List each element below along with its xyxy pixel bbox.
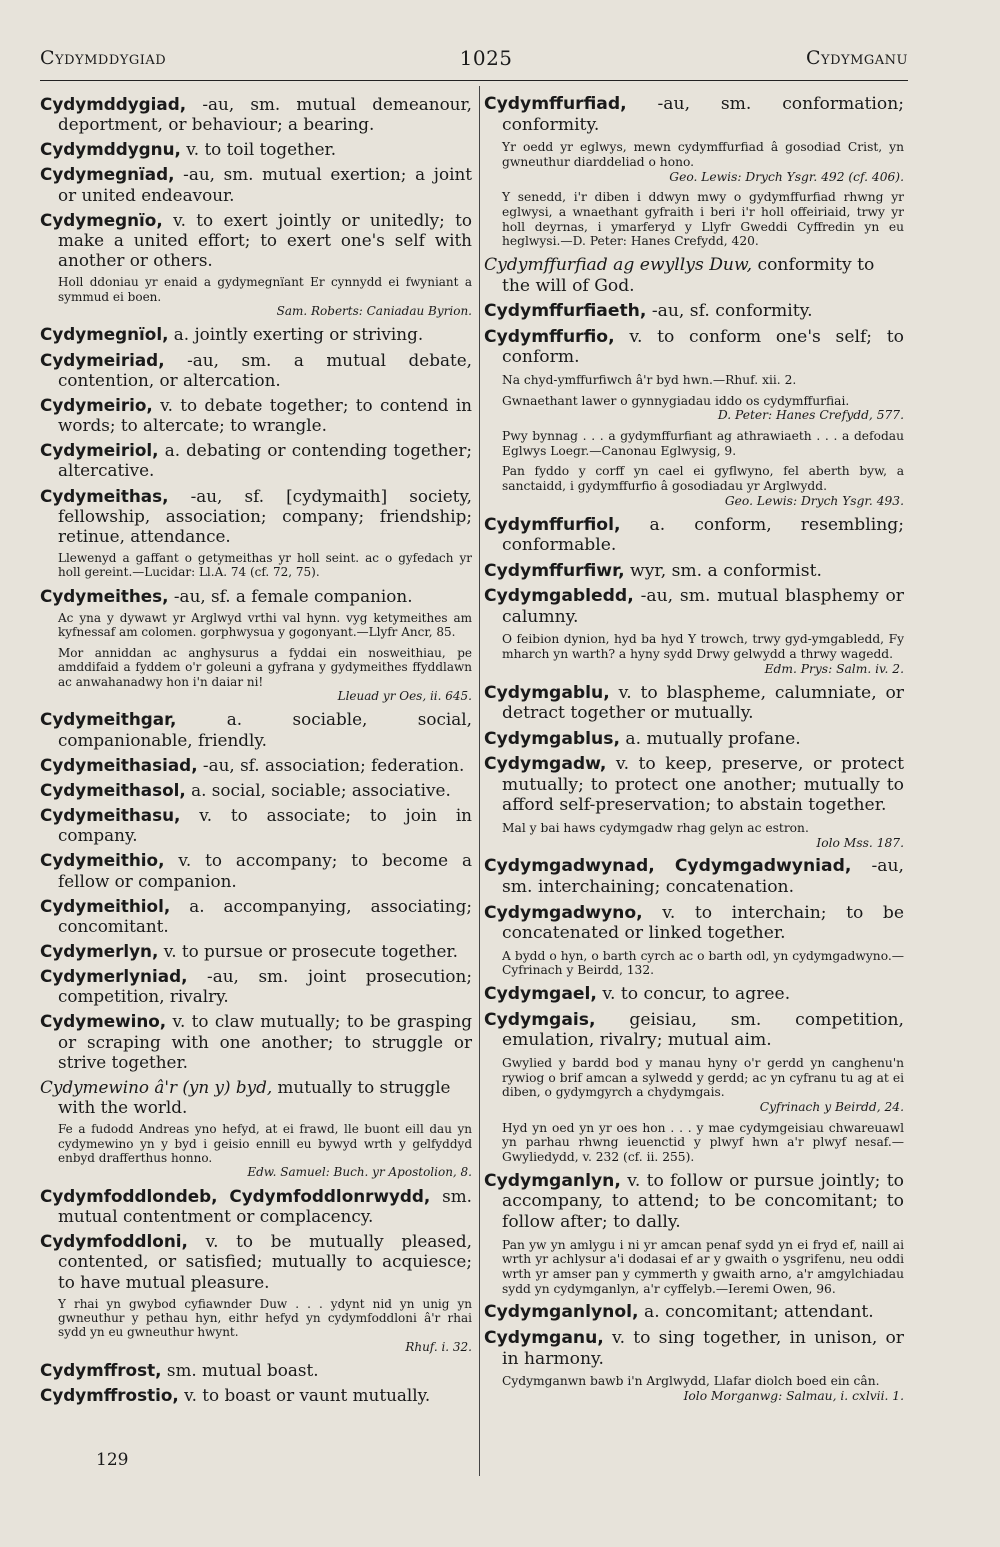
citation bbox=[502, 821, 904, 850]
definition: v. to blaspheme, calumniate, or detract together or mutually. bbox=[502, 682, 904, 724]
phrase-entry bbox=[484, 255, 904, 296]
definition: v. to exert jointly or unitedly; to make a united effort; to exert one's self with another or others. bbox=[58, 209, 472, 271]
definition: v. to follow or pursue jointly; to accompany, to attend; to be concomitant; to follow after; to dally. bbox=[502, 1170, 904, 1232]
definition: -au, sm. mutual blasphemy or calumny. bbox=[502, 586, 904, 627]
citation bbox=[58, 551, 472, 580]
definition: sm. mutual contentment or complacency. bbox=[58, 1185, 472, 1227]
headword-alt: Cydymgadwyniad, bbox=[674, 856, 852, 877]
citation-text: Pan yw yn amlygu i ni yr amcan penaf sydd yn ei fryd ef, naill ai wrth yr achlysur a'i dodasai ef ar y gwaith o ysgrifenu, neu oddi wrth yr amser pan y cymmerth y gwaith arno, a'r amgylchiadau sydd yn cydymganlyn, a'r cyffelyb.—Ieremi Owen, 96. bbox=[502, 1237, 904, 1296]
headword: Cydymeithasu, bbox=[40, 805, 181, 826]
dictionary-entry bbox=[40, 850, 472, 890]
definition: -au, sm. a mutual debate, contention, or altercation. bbox=[58, 349, 472, 390]
dictionary-entry bbox=[484, 984, 904, 1005]
citation bbox=[58, 1297, 472, 1355]
headword: Cydymeiriol, bbox=[40, 440, 159, 461]
citation bbox=[58, 646, 472, 704]
headword: Cydymgablus, bbox=[484, 728, 620, 749]
definition: -au, sm. mutual exertion; a joint or united endeavour. bbox=[58, 164, 472, 205]
headword: Cydymffurfio, bbox=[484, 326, 615, 347]
headword: Cydymeithgar, bbox=[40, 709, 177, 730]
citation-text: Pwy bynnag . . . a gydymffurfiant ag athrawiaeth . . . a defodau Eglwys Loegr.—Canonau Eglwysig, 9. bbox=[502, 429, 904, 458]
citation bbox=[58, 275, 472, 318]
definition: -au, sf. a female companion. bbox=[173, 585, 413, 606]
citation-text: Llewenyd a gaffant o getymeithas yr holl seint. ac o gyfedach yr holl gereint.—Lucidar: Ll.A. 74 (cf. 72, 75). bbox=[58, 551, 472, 580]
citation-text: Mal y bai haws cydymgadw rhag gelyn ac estron. bbox=[502, 821, 809, 836]
dictionary-entry bbox=[484, 683, 904, 724]
definition: geisiau, sm. competition, emulation, rivalry; mutual aim. bbox=[502, 1009, 904, 1051]
dictionary-entry bbox=[484, 754, 904, 816]
dictionary-entry bbox=[484, 561, 904, 582]
definition: a. mutually profane. bbox=[625, 728, 801, 749]
headword: Cydymgais, bbox=[484, 1009, 596, 1030]
page-number: 1025 bbox=[459, 46, 513, 70]
dictionary-entry bbox=[484, 1328, 904, 1369]
right-column bbox=[484, 94, 904, 1410]
dictionary-entry bbox=[40, 1385, 472, 1405]
headword: Cydymffurfiwr, bbox=[484, 560, 625, 581]
definition: a. accompanying, associating; concomitant. bbox=[58, 895, 472, 936]
dictionary-entry bbox=[40, 805, 472, 845]
definition: v. to sing together, in unison, or in harmony. bbox=[502, 1327, 905, 1369]
citation-text: A bydd o hyn, o barth cyrch ac o barth odl, yn cydymgadwyno.—Cyfrinach y Beirdd, 132. bbox=[502, 948, 904, 978]
headword: Cydymgabledd, bbox=[484, 586, 634, 607]
citation-text: Holl ddoniau yr enaid a gydymegnïant Er cynnydd ei fwyniant a symmud ei boen. bbox=[58, 275, 472, 304]
definition: v. to be mutually pleased, contented, or satisfied; mutually to acquiesce; to have mutual pleasure. bbox=[58, 1231, 472, 1292]
dictionary-entry bbox=[484, 856, 904, 897]
citation-source: Sam. Roberts: Caniadau Byrion. bbox=[276, 304, 472, 319]
definition: -au, sf. conformity. bbox=[651, 301, 813, 322]
citation bbox=[502, 1374, 904, 1403]
definition: v. to concur, to agree. bbox=[602, 984, 791, 1005]
dictionary-entry bbox=[40, 139, 472, 159]
dictionary-entry bbox=[40, 440, 472, 480]
headword: Cydymeithes, bbox=[40, 585, 169, 606]
headword: Cydymeirio, bbox=[40, 394, 153, 415]
left-column bbox=[40, 94, 472, 1411]
dictionary-entry bbox=[484, 1171, 904, 1233]
definition: v. to conform one's self; to conform. bbox=[502, 326, 904, 368]
dictionary-entry bbox=[484, 327, 904, 368]
citation-source: Edw. Samuel: Buch. yr Apostolion, 8. bbox=[247, 1165, 472, 1180]
dictionary-entry bbox=[40, 896, 472, 936]
definition: sm. mutual boast. bbox=[166, 1360, 319, 1381]
headword: Cydymganlyn, bbox=[484, 1170, 621, 1191]
citation-source: Lleuad yr Oes, ii. 645. bbox=[337, 689, 472, 704]
citation-source: Geo. Lewis: Drych Ysgr. 493. bbox=[724, 493, 904, 508]
citation-source: Iolo Morganwg: Salmau, i. cxlvii. 1. bbox=[683, 1388, 904, 1403]
definition: -au, sm. interchaining; concatenation. bbox=[502, 856, 904, 898]
citation-text: Mor anniddan ac anghysurus a fyddai ein nosweithiau, pe amddifaid a fyddem o'r goleuni a gyfrana y gydymeithes ffyddlawn ac anwahanadwy hon i'n daiar ni! bbox=[58, 645, 472, 689]
header-right-word: Cydymganu bbox=[805, 47, 908, 69]
citation-source: Edm. Prys: Salm. iv. 2. bbox=[764, 661, 904, 676]
citation bbox=[502, 394, 904, 423]
definition: v. to claw mutually; to be grasping or scraping with one another; to struggle or strive together. bbox=[58, 1011, 472, 1072]
headword: Cydymeiriad, bbox=[40, 349, 165, 370]
citation bbox=[502, 1121, 904, 1165]
citation bbox=[502, 140, 904, 184]
definition: -au, sf. [cydymaith] society, fellowship, association; company; friendship; retinue, attendance. bbox=[58, 485, 472, 546]
citation-text: Na chyd-ymffurfiwch â'r byd hwn.—Rhuf. xii. 2. bbox=[502, 372, 797, 387]
dictionary-entry bbox=[40, 94, 472, 134]
citation-text: Yr oedd yr eglwys, mewn cydymffurfiad â gosodiad Crist, yn gwneuthur diarddeliad o hono. bbox=[502, 140, 904, 169]
headword: Cydymeithasol, bbox=[40, 779, 186, 800]
headword: Cydymeithio, bbox=[40, 850, 165, 871]
dictionary-entry bbox=[40, 709, 472, 749]
definition: v. to interchain; to be concatenated or linked together. bbox=[502, 902, 904, 944]
citation-text: Y rhai yn gwybod cyfiawnder Duw . . . ydynt nid yn unig yn gwneuthur y pethau hyn, eithr hefyd yn cydymfoddloni â'r rhai sydd yn eu gwneuthur hwynt. bbox=[58, 1296, 472, 1340]
headword: Cydymgael, bbox=[484, 984, 597, 1005]
headword: Cydymgadwynad, bbox=[484, 856, 655, 877]
dictionary-entry bbox=[40, 1186, 472, 1226]
citation bbox=[502, 949, 904, 978]
dictionary-entry bbox=[40, 395, 472, 435]
dictionary-entry bbox=[40, 755, 472, 775]
header-rule bbox=[40, 80, 908, 81]
definition: -au, sm. mutual demeanour, deportment, or behaviour; a bearing. bbox=[58, 94, 472, 135]
citation-text: Ac yna y dywawt yr Arglwyd vrthi val hynn. vyg ketymeithes am kyfnessaf am colomen. gorphwysua y gogonyant.—Llyfr Ancr, 85. bbox=[58, 611, 472, 640]
definition: a. debating or contending together; altercative. bbox=[58, 440, 473, 481]
headword: Cydymddygnu, bbox=[40, 139, 181, 160]
citation bbox=[502, 190, 904, 249]
header-left-word: Cydymddygiad bbox=[40, 47, 167, 69]
headword: Cydymeithas, bbox=[40, 485, 169, 506]
phrase: Cydymewino â'r (yn y) byd, bbox=[40, 1076, 273, 1097]
headword: Cydymegnïad, bbox=[40, 164, 175, 185]
definition: v. to associate; to join in company. bbox=[58, 805, 472, 846]
citation bbox=[502, 1238, 904, 1297]
phrase-definition: conformity to the will of God. bbox=[502, 255, 875, 296]
headword: Cydymewino, bbox=[40, 1011, 167, 1032]
headword: Cydymffurfiaeth, bbox=[484, 301, 647, 322]
citation-text: Fe a fudodd Andreas yno hefyd, at ei frawd, lle buont eill dau yn cydymewino yn y byd i geisio ennill eu bywyd wrth y gelfyddyd enbyd drafferthus honno. bbox=[58, 1122, 472, 1166]
citation-source: Rhuf. i. 32. bbox=[405, 1339, 472, 1354]
citation-text: Y senedd, i'r diben i ddwyn mwy o gydymffurfiad rhwng yr eglwysi, a wnaethant gyfraith i beri i'r holl offeiriaid, trwy yr holl deyrnas, i ymarferyd y Llyfr Gweddi Cyffredin yn eu heglwysi.—D. Peter: Hanes Crefydd, 420. bbox=[502, 190, 904, 249]
citation-text: Gwnaethant lawer o gynnygiadau iddo os cydymffurfiai. bbox=[502, 393, 850, 408]
headword: Cydymfoddloni, bbox=[40, 1231, 188, 1252]
headword: Cydymganu, bbox=[484, 1327, 604, 1348]
phrase-entry bbox=[40, 1077, 472, 1117]
headword: Cydymffrostio, bbox=[40, 1385, 179, 1406]
headword: Cydymegnïol, bbox=[40, 324, 169, 345]
dictionary-entry bbox=[484, 586, 904, 627]
citation-source: Iolo Mss. 187. bbox=[816, 835, 904, 850]
dictionary-entry bbox=[40, 486, 472, 546]
dictionary-entry bbox=[40, 1011, 472, 1071]
headword: Cydymeithasiad, bbox=[40, 754, 198, 775]
citation-text: Cydymganwn bawb i'n Arglwydd, Llafar diolch boed ein cân. bbox=[502, 1374, 880, 1389]
definition: -au, sm. conformation; conformity. bbox=[502, 94, 905, 135]
definition: v. to boast or vaunt mutually. bbox=[184, 1385, 431, 1406]
dictionary-entry bbox=[40, 210, 472, 270]
definition: -au, sf. association; federation. bbox=[202, 754, 465, 775]
citation-source: Geo. Lewis: Drych Ysgr. 492 (cf. 406). bbox=[669, 169, 904, 184]
headword: Cydymerlyniad, bbox=[40, 966, 188, 987]
definition: a. sociable, social, companionable, friendly. bbox=[58, 709, 472, 750]
headword: Cydymeithiol, bbox=[40, 895, 171, 916]
dictionary-entry bbox=[484, 903, 904, 944]
definition: wyr, sm. a conformist. bbox=[630, 560, 822, 581]
definition: a. social, sociable; associative. bbox=[191, 779, 451, 800]
dictionary-entry bbox=[484, 515, 904, 556]
dictionary-entry bbox=[40, 780, 472, 800]
dictionary-entry bbox=[40, 1231, 472, 1291]
dictionary-entry bbox=[484, 1010, 904, 1051]
dictionary-entry bbox=[40, 324, 472, 344]
citation bbox=[58, 611, 472, 640]
citation bbox=[502, 429, 904, 458]
citation bbox=[502, 632, 904, 676]
dictionary-entry bbox=[40, 966, 472, 1006]
definition: -au, sm. joint prosecution; competition, rivalry. bbox=[58, 966, 472, 1007]
headword: Cydymfoddlondeb, bbox=[40, 1185, 218, 1206]
citation bbox=[58, 1122, 472, 1180]
phrase-definition: mutually to struggle with the world. bbox=[58, 1076, 451, 1118]
headword: Cydymegnïo, bbox=[40, 209, 163, 230]
citation-text: Pan fyddo y corff yn cael ei gyflwyno, fel aberth byw, a sanctaidd, i gydymffurfio â gosodiadau yr Arglwydd. bbox=[502, 464, 904, 494]
citation bbox=[502, 464, 904, 508]
headword: Cydymgadw, bbox=[484, 754, 607, 775]
definition: a. jointly exerting or striving. bbox=[173, 324, 424, 345]
dictionary-entry bbox=[484, 729, 904, 750]
dictionary-entry bbox=[40, 350, 472, 390]
definition: v. to toil together. bbox=[186, 139, 337, 160]
dictionary-entry bbox=[40, 1360, 472, 1380]
dictionary-entry bbox=[40, 941, 472, 961]
citation-source: D. Peter: Hanes Crefydd, 577. bbox=[717, 408, 904, 423]
phrase: Cydymffurfiad ag ewyllys Duw, bbox=[484, 255, 753, 276]
citation-text: O feibion dynion, hyd ba hyd Y trowch, trwy gyd-ymgabledd, Fy mharch yn warth? a hyny sydd Drwy gelwydd a thrwy wagedd. bbox=[502, 632, 904, 662]
definition: v. to pursue or prosecute together. bbox=[163, 941, 458, 961]
citation bbox=[502, 1056, 904, 1115]
headword: Cydymgablu, bbox=[484, 682, 610, 703]
dictionary-entry bbox=[40, 586, 472, 606]
signature-mark: 129 bbox=[96, 1450, 129, 1470]
definition: v. to keep, preserve, or protect mutually; to protect one another; mutually to afford self-preservation; to abstain together. bbox=[502, 754, 904, 816]
headword: Cydymddygiad, bbox=[40, 94, 187, 114]
headword: Cydymgadwyno, bbox=[484, 902, 643, 923]
headword-alt: Cydymfoddlonrwydd, bbox=[229, 1185, 431, 1206]
dictionary-entry bbox=[484, 94, 904, 135]
headword: Cydymffurfiol, bbox=[484, 514, 621, 535]
citation-text: Hyd yn oed yn yr oes hon . . . y mae cydymgeisiau chwareuawl yn parhau rhwng ieuenctid y plwyf hwn a'r plwyf nesaf.—Gwyliedydd, v. 232 (cf. ii. 255). bbox=[502, 1120, 904, 1165]
headword: Cydymffrost, bbox=[40, 1360, 162, 1381]
headword: Cydymganlynol, bbox=[484, 1302, 639, 1323]
definition: a. conform, resembling; conformable. bbox=[502, 514, 904, 556]
definition: v. to debate together; to contend in words; to altercate; to wrangle. bbox=[58, 394, 472, 436]
definition: v. to accompany; to become a fellow or companion. bbox=[58, 850, 472, 891]
column-divider bbox=[479, 86, 480, 1476]
headword: Cydymffurfiad, bbox=[484, 94, 627, 114]
dictionary-entry bbox=[40, 164, 472, 204]
headword: Cydymerlyn, bbox=[40, 941, 159, 961]
dictionary-entry bbox=[484, 1302, 904, 1323]
running-header bbox=[40, 40, 908, 76]
dictionary-entry bbox=[484, 301, 904, 322]
citation bbox=[502, 373, 904, 388]
citation-text: Gwylied y bardd bod y manau hyny o'r gerdd yn canghenu'n rywiog o brif amcan a sylwedd y gerdd; ac yn cyfranu tu ag at ei diben, o gydymgyrch a chydymgais. bbox=[502, 1055, 904, 1100]
citation-source: Cyfrinach y Beirdd, 24. bbox=[759, 1100, 904, 1115]
definition: a. concomitant; attendant. bbox=[643, 1302, 874, 1323]
